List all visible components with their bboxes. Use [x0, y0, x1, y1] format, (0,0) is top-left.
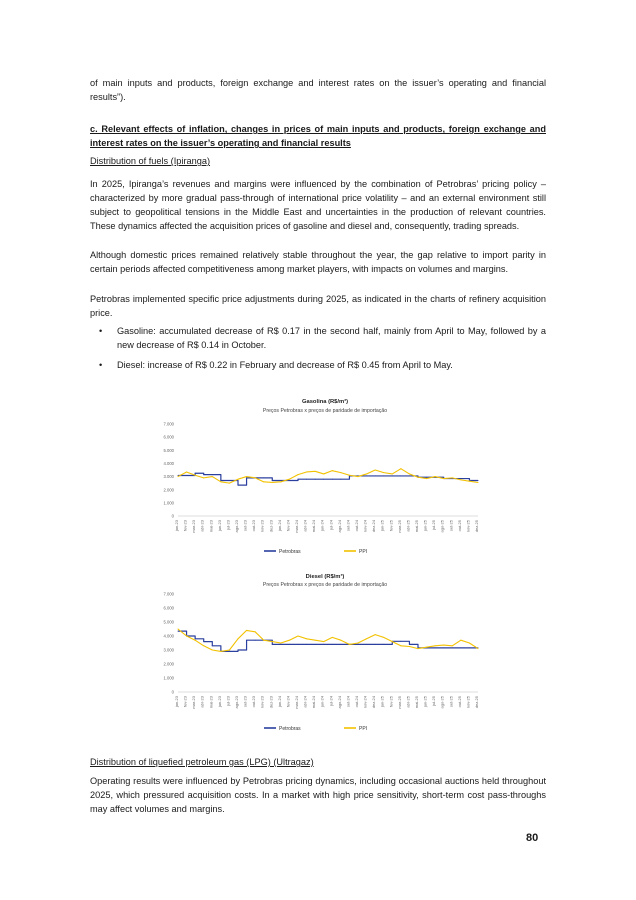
- chart-subtitle: Preços Petrobras x preços de paridade de importação: [262, 582, 388, 588]
- series-ppi-point: [332, 637, 333, 638]
- series-petrobras-line: [178, 631, 478, 651]
- series-petrobras-point: [220, 480, 221, 481]
- paragraph-lpg: Operating results were influenced by Petrobras pricing dynamics, including occasional auctions held throughout 2025, which pressured acquisition costs. In a market with high price sensitivity, short-term cost pass-throughs may affect volumes and margins.: [90, 776, 546, 814]
- bullet-diesel-text: Diesel: increase of R$ 0.22 in February and decrease of R$ 0.45 from April to May.: [117, 360, 453, 370]
- x-tick-label: set-23: [242, 696, 248, 708]
- series-petrobras-point: [246, 477, 247, 478]
- x-tick-label: mai-25: [414, 520, 419, 533]
- diesel-chart: [150, 566, 500, 738]
- series-ppi-point: [203, 477, 204, 478]
- x-tick-label: jun-25: [422, 696, 428, 708]
- series-ppi-point: [392, 641, 393, 642]
- x-tick-label: ago-25: [439, 520, 445, 533]
- paragraph-domestic-prices: Although domestic prices remained relatively stable throughout the year, the gap relative to import parity in certain periods affected competitiveness among market players, with impacts on volumes and margins.: [90, 250, 546, 274]
- series-ppi-point: [478, 648, 479, 649]
- series-petrobras-point: [298, 644, 299, 645]
- section-heading: c. Relevant effects of inflation, changes in prices of main inputs and products, foreign exchange and interest rates on the issuer’s operating and financial results: [90, 124, 546, 148]
- series-petrobras-point: [195, 473, 196, 474]
- x-tick-label: abr-23: [199, 696, 205, 708]
- series-ppi-point: [409, 473, 410, 474]
- series-petrobras-point: [435, 647, 436, 648]
- series-ppi-point: [383, 472, 384, 473]
- series-petrobras-point: [229, 651, 230, 652]
- legend-petrobras-label: Petrobras: [279, 549, 301, 555]
- y-tick-label: 0: [171, 689, 174, 695]
- y-tick-label: 6.000: [163, 605, 174, 611]
- x-tick-label: ago-23: [234, 696, 239, 709]
- series-ppi-point: [315, 640, 316, 641]
- series-petrobras-point: [392, 475, 393, 476]
- x-tick-label: mar-23: [191, 696, 197, 709]
- x-tick-label: ago-25: [439, 696, 445, 709]
- x-tick-label: dez-24: [371, 520, 377, 533]
- x-tick-label: jul-25: [431, 696, 437, 706]
- series-petrobras-point: [400, 475, 401, 476]
- series-petrobras-point: [452, 647, 453, 648]
- series-petrobras-point: [460, 478, 461, 479]
- series-ppi-point: [272, 482, 273, 483]
- x-tick-label: jul-24: [328, 520, 334, 530]
- series-ppi-point: [229, 650, 230, 651]
- series-ppi-point: [409, 646, 410, 647]
- series-ppi-point: [263, 640, 264, 641]
- series-ppi-point: [400, 645, 401, 646]
- series-ppi-point: [280, 643, 281, 644]
- series-ppi-point: [220, 481, 221, 482]
- x-tick-label: jun-23: [216, 520, 222, 532]
- series-ppi-point: [212, 476, 213, 477]
- chart-series: [178, 468, 479, 485]
- series-petrobras-point: [375, 475, 376, 476]
- series-ppi-point: [255, 477, 256, 478]
- y-tick-label: 0: [171, 513, 174, 519]
- series-petrobras-point: [238, 485, 239, 486]
- y-tick-label: 7.000: [163, 421, 174, 427]
- series-petrobras-point: [306, 644, 307, 645]
- series-petrobras-point: [443, 647, 444, 648]
- x-tick-label: jun-24: [319, 520, 325, 532]
- bullet-dot-icon: •: [99, 326, 103, 336]
- series-petrobras-point: [358, 644, 359, 645]
- series-ppi-point: [358, 476, 359, 477]
- series-petrobras-point: [332, 479, 333, 480]
- x-tick-label: dez-23: [268, 520, 274, 533]
- chart-subtitle: Preços Petrobras x preços de paridade de importação: [262, 408, 388, 414]
- x-tick-label: nov-23: [259, 696, 265, 709]
- series-ppi-point: [443, 645, 444, 646]
- series-ppi-point: [375, 634, 376, 635]
- chart-series: [178, 629, 479, 652]
- y-axis-ticks: [164, 422, 478, 519]
- series-petrobras-point: [426, 477, 427, 478]
- series-ppi-point: [452, 477, 453, 478]
- y-tick-label: 6.000: [163, 434, 174, 440]
- series-petrobras-point: [366, 475, 367, 476]
- series-petrobras-point: [323, 644, 324, 645]
- series-ppi-point: [340, 472, 341, 473]
- series-ppi-point: [435, 645, 436, 646]
- y-tick-label: 2.000: [163, 487, 174, 493]
- bullet-gasoline: [99, 324, 546, 352]
- x-tick-label: ago-23: [234, 520, 239, 533]
- series-ppi-point: [306, 638, 307, 639]
- series-petrobras-point: [383, 475, 384, 476]
- x-tick-label: fev-24: [285, 520, 291, 532]
- series-ppi-point: [220, 651, 221, 652]
- x-tick-label: nov-25: [465, 696, 471, 709]
- x-tick-label: fev-25: [388, 520, 394, 532]
- series-petrobras-point: [238, 650, 239, 651]
- legend-petrobras-label: Petrobras: [279, 726, 301, 732]
- bullet-diesel: [99, 358, 546, 372]
- y-tick-label: 7.000: [163, 591, 174, 597]
- series-ppi-point: [203, 645, 204, 646]
- series-ppi-point: [383, 637, 384, 638]
- x-tick-label: fev-25: [388, 696, 394, 708]
- x-tick-label: mar-23: [191, 520, 197, 533]
- series-petrobras-point: [280, 644, 281, 645]
- series-petrobras-point: [298, 479, 299, 480]
- x-tick-label: mar-24: [294, 520, 299, 533]
- x-tick-label: jan-24: [276, 520, 282, 532]
- series-petrobras-point: [212, 645, 213, 646]
- series-petrobras-point: [315, 644, 316, 645]
- series-ppi-point: [340, 640, 341, 641]
- series-petrobras-point: [460, 647, 461, 648]
- intro-paragraph: of main inputs and products, foreign exchange and interest rates on the issuer’s operating and financial results”).: [90, 78, 546, 102]
- x-tick-label: set-25: [448, 520, 454, 532]
- series-petrobras-point: [478, 480, 479, 481]
- series-ppi-point: [289, 479, 290, 480]
- series-ppi-point: [460, 640, 461, 641]
- x-tick-label: jul-23: [225, 520, 231, 530]
- series-ppi-point: [358, 643, 359, 644]
- series-petrobras-point: [366, 644, 367, 645]
- x-tick-label: jan-24: [276, 696, 282, 708]
- series-ppi-point: [229, 483, 230, 484]
- legend-ppi-label: PPI: [359, 726, 368, 732]
- y-tick-label: 4.000: [163, 461, 174, 467]
- x-tick-label: mai-24: [311, 696, 317, 709]
- chart-legend: [264, 726, 367, 732]
- page-number: 80: [526, 832, 539, 844]
- series-ppi-point: [349, 644, 350, 645]
- x-tick-label: dez-25: [474, 520, 479, 533]
- series-ppi-point: [323, 641, 324, 642]
- series-ppi-point: [426, 647, 427, 648]
- x-tick-label: dez-24: [371, 696, 377, 709]
- x-tick-label: abr-24: [302, 520, 308, 532]
- series-petrobras-point: [323, 479, 324, 480]
- series-ppi-point: [298, 474, 299, 475]
- series-petrobras-point: [203, 641, 204, 642]
- series-ppi-point: [418, 648, 419, 649]
- series-petrobras-point: [280, 480, 281, 481]
- y-tick-label: 3.000: [163, 474, 174, 480]
- subheading-ipiranga: Distribution of fuels (Ipiranga): [90, 156, 211, 166]
- series-ppi-point: [469, 481, 470, 482]
- series-ppi-point: [186, 471, 187, 472]
- paragraph-petrobras-adjustments: Petrobras implemented specific price adjustments during 2025, as indicated in the charts of refinery acquisition price.: [90, 294, 546, 318]
- chart-legend: [264, 549, 367, 555]
- y-tick-label: 5.000: [163, 619, 174, 625]
- series-petrobras-point: [409, 644, 410, 645]
- y-tick-label: 4.000: [163, 633, 174, 639]
- x-axis-ticks: [174, 695, 479, 708]
- series-petrobras-point: [203, 474, 204, 475]
- x-tick-label: abr-23: [199, 520, 205, 532]
- series-petrobras-point: [340, 479, 341, 480]
- series-ppi-point: [298, 636, 299, 637]
- series-ppi-point: [443, 478, 444, 479]
- series-ppi-point: [452, 645, 453, 646]
- x-tick-label: mai-24: [311, 520, 317, 533]
- x-tick-label: jan-25: [379, 696, 385, 708]
- x-tick-label: mar-25: [396, 696, 402, 709]
- series-petrobras-point: [289, 644, 290, 645]
- series-ppi-point: [418, 477, 419, 478]
- x-tick-label: abr-25: [405, 520, 411, 532]
- series-petrobras-line: [178, 473, 478, 485]
- series-ppi-point: [366, 473, 367, 474]
- gasoline-chart: [150, 390, 500, 560]
- series-petrobras-point: [186, 475, 187, 476]
- series-ppi-point: [272, 641, 273, 642]
- x-tick-label: mai-23: [208, 520, 214, 533]
- series-petrobras-point: [229, 480, 230, 481]
- series-ppi-point: [212, 650, 213, 651]
- series-petrobras-point: [263, 477, 264, 478]
- x-tick-label: fev-23: [182, 696, 188, 708]
- series-ppi-point: [195, 640, 196, 641]
- series-ppi-point: [246, 630, 247, 631]
- x-tick-label: jul-23: [225, 696, 231, 706]
- x-tick-label: set-24: [345, 696, 351, 708]
- x-tick-label: out-24: [354, 696, 359, 708]
- series-ppi-point: [469, 643, 470, 644]
- series-ppi-point: [238, 638, 239, 639]
- series-ppi-point: [315, 471, 316, 472]
- y-tick-label: 2.000: [163, 661, 174, 667]
- series-petrobras-point: [246, 640, 247, 641]
- series-ppi-point: [186, 636, 187, 637]
- x-tick-label: fev-23: [182, 520, 188, 532]
- series-petrobras-point: [272, 480, 273, 481]
- x-tick-label: ago-24: [336, 520, 342, 533]
- series-petrobras-point: [272, 644, 273, 645]
- x-tick-label: fev-24: [285, 696, 291, 708]
- series-ppi-point: [460, 479, 461, 480]
- series-petrobras-point: [306, 479, 307, 480]
- series-ppi-point: [178, 629, 179, 630]
- series-ppi-point: [255, 631, 256, 632]
- series-petrobras-point: [400, 641, 401, 642]
- x-tick-label: out-23: [251, 696, 257, 708]
- x-tick-label: mar-25: [396, 520, 402, 533]
- series-petrobras-point: [340, 644, 341, 645]
- series-ppi-point: [349, 475, 350, 476]
- y-axis-ticks: [164, 592, 478, 695]
- paragraph-2025-ipiranga: In 2025, Ipiranga’s revenues and margins were influenced by the combination of Petrobras’ pricing policy – characterized by more gradual pass-through of international price volatility – and an external environment still subject to geopolitical tensions in the Middle East and uncertainties in the production of relevant countries. These dynamics affected the acquisition prices of gasoline and diesel and, consequently, trading spreads.: [90, 179, 546, 231]
- series-petrobras-point: [212, 474, 213, 475]
- x-tick-label: set-24: [345, 520, 351, 532]
- x-tick-label: jun-25: [422, 520, 428, 532]
- x-tick-label: nov-24: [362, 696, 368, 709]
- y-tick-label: 1.000: [163, 675, 174, 681]
- x-tick-label: out-25: [456, 520, 462, 532]
- x-tick-label: set-25: [448, 696, 454, 708]
- series-ppi-point: [323, 473, 324, 474]
- x-tick-label: nov-24: [362, 520, 368, 533]
- chart-title: Diesel (R$/m³): [305, 574, 345, 580]
- series-ppi-point: [366, 638, 367, 639]
- x-tick-label: abr-25: [405, 696, 411, 708]
- series-ppi-point: [306, 471, 307, 472]
- x-tick-label: mai-25: [414, 696, 419, 709]
- series-petrobras-point: [315, 479, 316, 480]
- x-tick-label: jan-23: [174, 520, 179, 532]
- series-ppi-point: [263, 481, 264, 482]
- series-ppi-point: [426, 478, 427, 479]
- x-tick-label: ago-24: [336, 696, 342, 709]
- series-ppi-point: [332, 470, 333, 471]
- series-ppi-point: [238, 479, 239, 480]
- x-tick-label: dez-23: [268, 696, 274, 709]
- x-tick-label: nov-25: [465, 520, 471, 533]
- x-tick-label: mai-23: [208, 696, 214, 709]
- series-petrobras-point: [289, 480, 290, 481]
- bullet-dot-icon: •: [99, 360, 103, 370]
- series-petrobras-point: [469, 647, 470, 648]
- series-petrobras-point: [383, 644, 384, 645]
- x-tick-label: jul-24: [328, 696, 334, 706]
- series-ppi-point: [195, 475, 196, 476]
- x-tick-label: nov-23: [259, 520, 265, 533]
- series-ppi-point: [280, 481, 281, 482]
- series-petrobras-point: [255, 640, 256, 641]
- x-tick-label: jun-24: [319, 696, 325, 708]
- chart-title: Gasolina (R$/m³): [301, 399, 349, 405]
- series-petrobras-point: [375, 644, 376, 645]
- x-tick-label: out-25: [456, 696, 462, 708]
- y-tick-label: 5.000: [163, 447, 174, 453]
- series-petrobras-point: [195, 638, 196, 639]
- series-petrobras-point: [178, 631, 179, 632]
- x-tick-label: out-23: [251, 520, 257, 532]
- x-tick-label: mar-24: [294, 696, 299, 709]
- series-ppi-point: [375, 470, 376, 471]
- series-petrobras-point: [409, 475, 410, 476]
- series-ppi-point: [392, 473, 393, 474]
- series-ppi-point: [435, 476, 436, 477]
- y-tick-label: 3.000: [163, 647, 174, 653]
- legend-ppi-label: PPI: [359, 549, 368, 555]
- bullet-gasoline-text: Gasoline: accumulated decrease of R$ 0.17 in the second half, mainly from April to May, followed by a new decrease of R$ 0.14 in October.: [117, 326, 546, 350]
- series-ppi-point: [400, 468, 401, 469]
- series-ppi-point: [178, 476, 179, 477]
- x-tick-label: abr-24: [302, 696, 308, 708]
- x-tick-label: jan-25: [379, 520, 385, 532]
- x-tick-label: set-23: [242, 520, 248, 532]
- x-tick-label: jan-23: [174, 696, 179, 708]
- subheading-ultragaz: Distribution of liquefied petroleum gas (LPG) (Ultragaz): [90, 757, 314, 767]
- y-tick-label: 1.000: [163, 500, 174, 506]
- x-tick-label: dez-25: [474, 696, 479, 709]
- series-ppi-point: [289, 640, 290, 641]
- x-tick-label: jul-25: [431, 520, 437, 530]
- x-tick-label: out-24: [354, 520, 359, 532]
- series-petrobras-point: [332, 644, 333, 645]
- series-ppi-point: [478, 482, 479, 483]
- x-tick-label: jun-23: [216, 696, 222, 708]
- series-ppi-point: [246, 476, 247, 477]
- x-axis-ticks: [174, 519, 479, 532]
